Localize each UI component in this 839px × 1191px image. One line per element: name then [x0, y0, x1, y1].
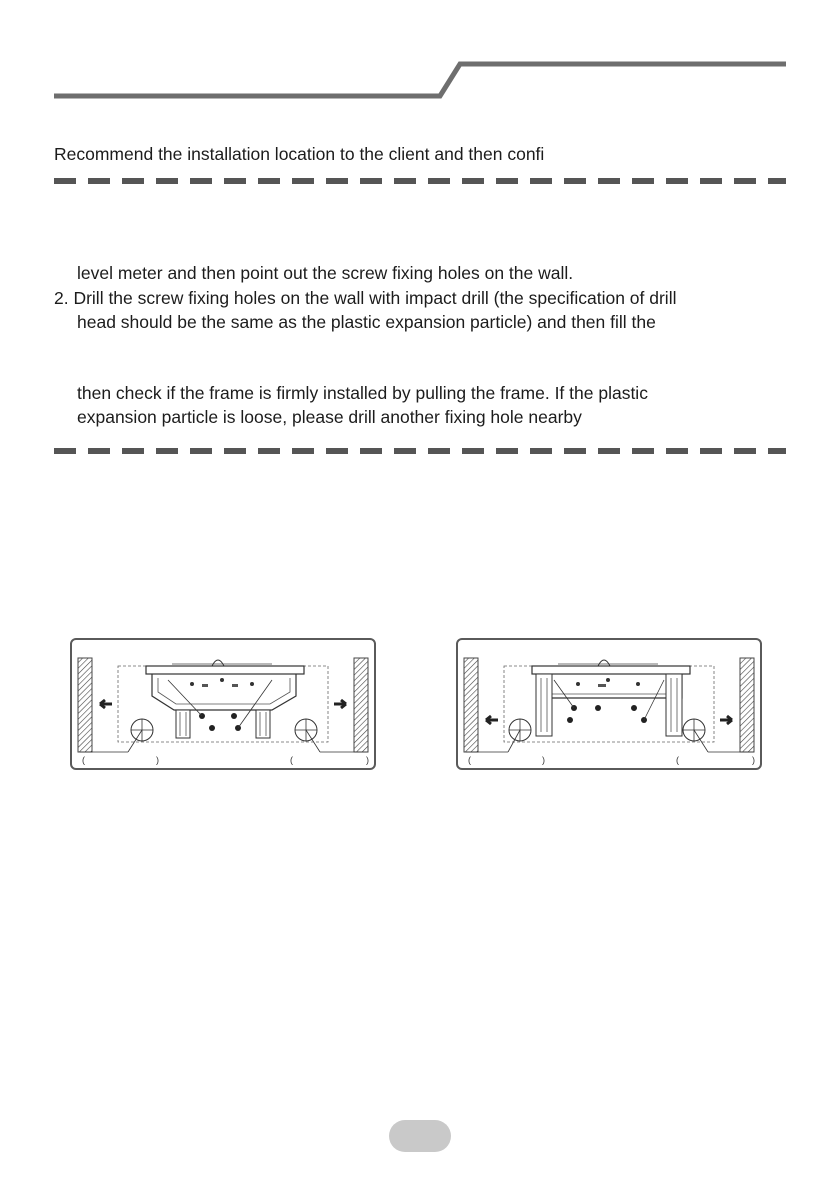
step2-line1: 2. Drill the screw fixing holes on the wall with impact drill (the specification of drill	[54, 288, 677, 308]
left-wall-icon	[78, 658, 92, 752]
left-wall-hole-diagram	[70, 638, 376, 770]
left-wall-icon	[464, 658, 478, 752]
intro-text: Recommend the installation location to the client and then confi	[54, 144, 545, 164]
right-label-close: )	[366, 755, 369, 765]
right-wall-icon	[740, 658, 754, 752]
dashed-divider-bottom	[54, 448, 786, 454]
right-wall-hole-diagram	[456, 638, 762, 770]
right-wall-icon	[354, 658, 368, 752]
page-number-badge	[389, 1120, 451, 1152]
left-label-close: )	[542, 755, 545, 765]
right-label-open: (	[290, 755, 293, 765]
left-label-open: (	[82, 755, 85, 765]
step2-line2: head should be the same as the plastic expansion particle) and then fill the	[77, 312, 656, 332]
diagram-drawing	[72, 640, 374, 768]
step3-line2: expansion particle is loose, please drill another fixing hole nearby	[77, 407, 582, 427]
header-tab-line	[0, 0, 839, 110]
left-label-open: (	[468, 755, 471, 765]
left-arrow-icon	[100, 700, 112, 708]
right-label-open: (	[676, 755, 679, 765]
step1-continuation: level meter and then point out the screw fixing holes on the wall.	[77, 263, 574, 283]
dashed-divider-top	[54, 178, 786, 184]
left-label-close: )	[156, 755, 159, 765]
step3-line1: then check if the frame is firmly installed by pulling the frame. If the plastic	[77, 383, 648, 403]
left-arrow-icon	[486, 716, 498, 724]
right-label-close: )	[752, 755, 755, 765]
right-arrow-icon	[720, 716, 732, 724]
right-arrow-icon	[334, 700, 346, 708]
diagram-drawing	[458, 640, 760, 768]
